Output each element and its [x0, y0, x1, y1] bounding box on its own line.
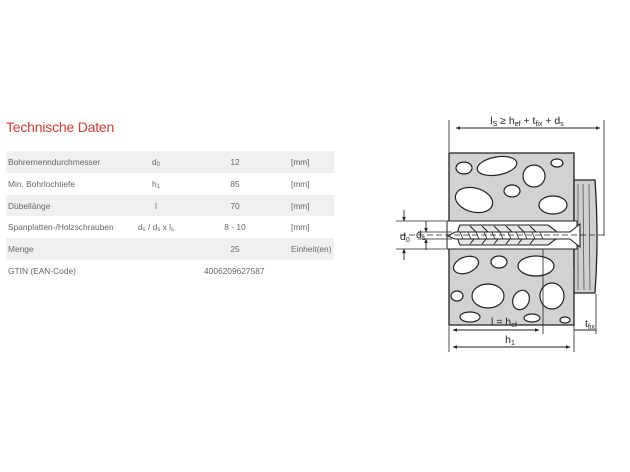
row-label: Bohrernenndurchmesser: [8, 157, 101, 167]
row-value: 8 - 10: [224, 222, 246, 233]
row-value: 12: [230, 157, 240, 167]
ean-value: 4006209627587: [204, 265, 265, 276]
row-symbol: h1: [151, 178, 161, 190]
row-value: 85: [230, 178, 240, 189]
row-unit: [mm]: [291, 157, 310, 167]
d0-label: d0: [400, 231, 410, 244]
row-unit: [mm]: [291, 200, 310, 211]
row-value: 70: [230, 200, 240, 211]
row-value: 25: [230, 244, 240, 255]
section-title: Technische Daten: [6, 119, 115, 135]
row-label: Dübellänge: [8, 200, 51, 211]
row-symbol: d0: [151, 157, 161, 168]
ds-label: ds: [416, 229, 426, 242]
ls-formula: lS ≥ hef + tfix + ds: [490, 115, 564, 128]
row-unit: Einheit(en): [291, 244, 332, 255]
tfix-label: tfix: [585, 318, 595, 331]
l-label: l = hef: [491, 316, 517, 329]
row-symbol: ds / ds x ls: [137, 222, 175, 234]
row-label: Menge: [8, 244, 34, 255]
row-unit: [mm]: [291, 222, 310, 233]
ean-label: GTIN (EAN-Code): [8, 265, 76, 276]
row-unit: [mm]: [291, 178, 310, 189]
h1-label: h1: [505, 334, 515, 347]
row-symbol: l: [155, 200, 157, 211]
row-label: Min. Bohrlochtiefe: [8, 178, 76, 189]
row-label: Spanplatten-/Holzschrauben: [8, 222, 114, 233]
